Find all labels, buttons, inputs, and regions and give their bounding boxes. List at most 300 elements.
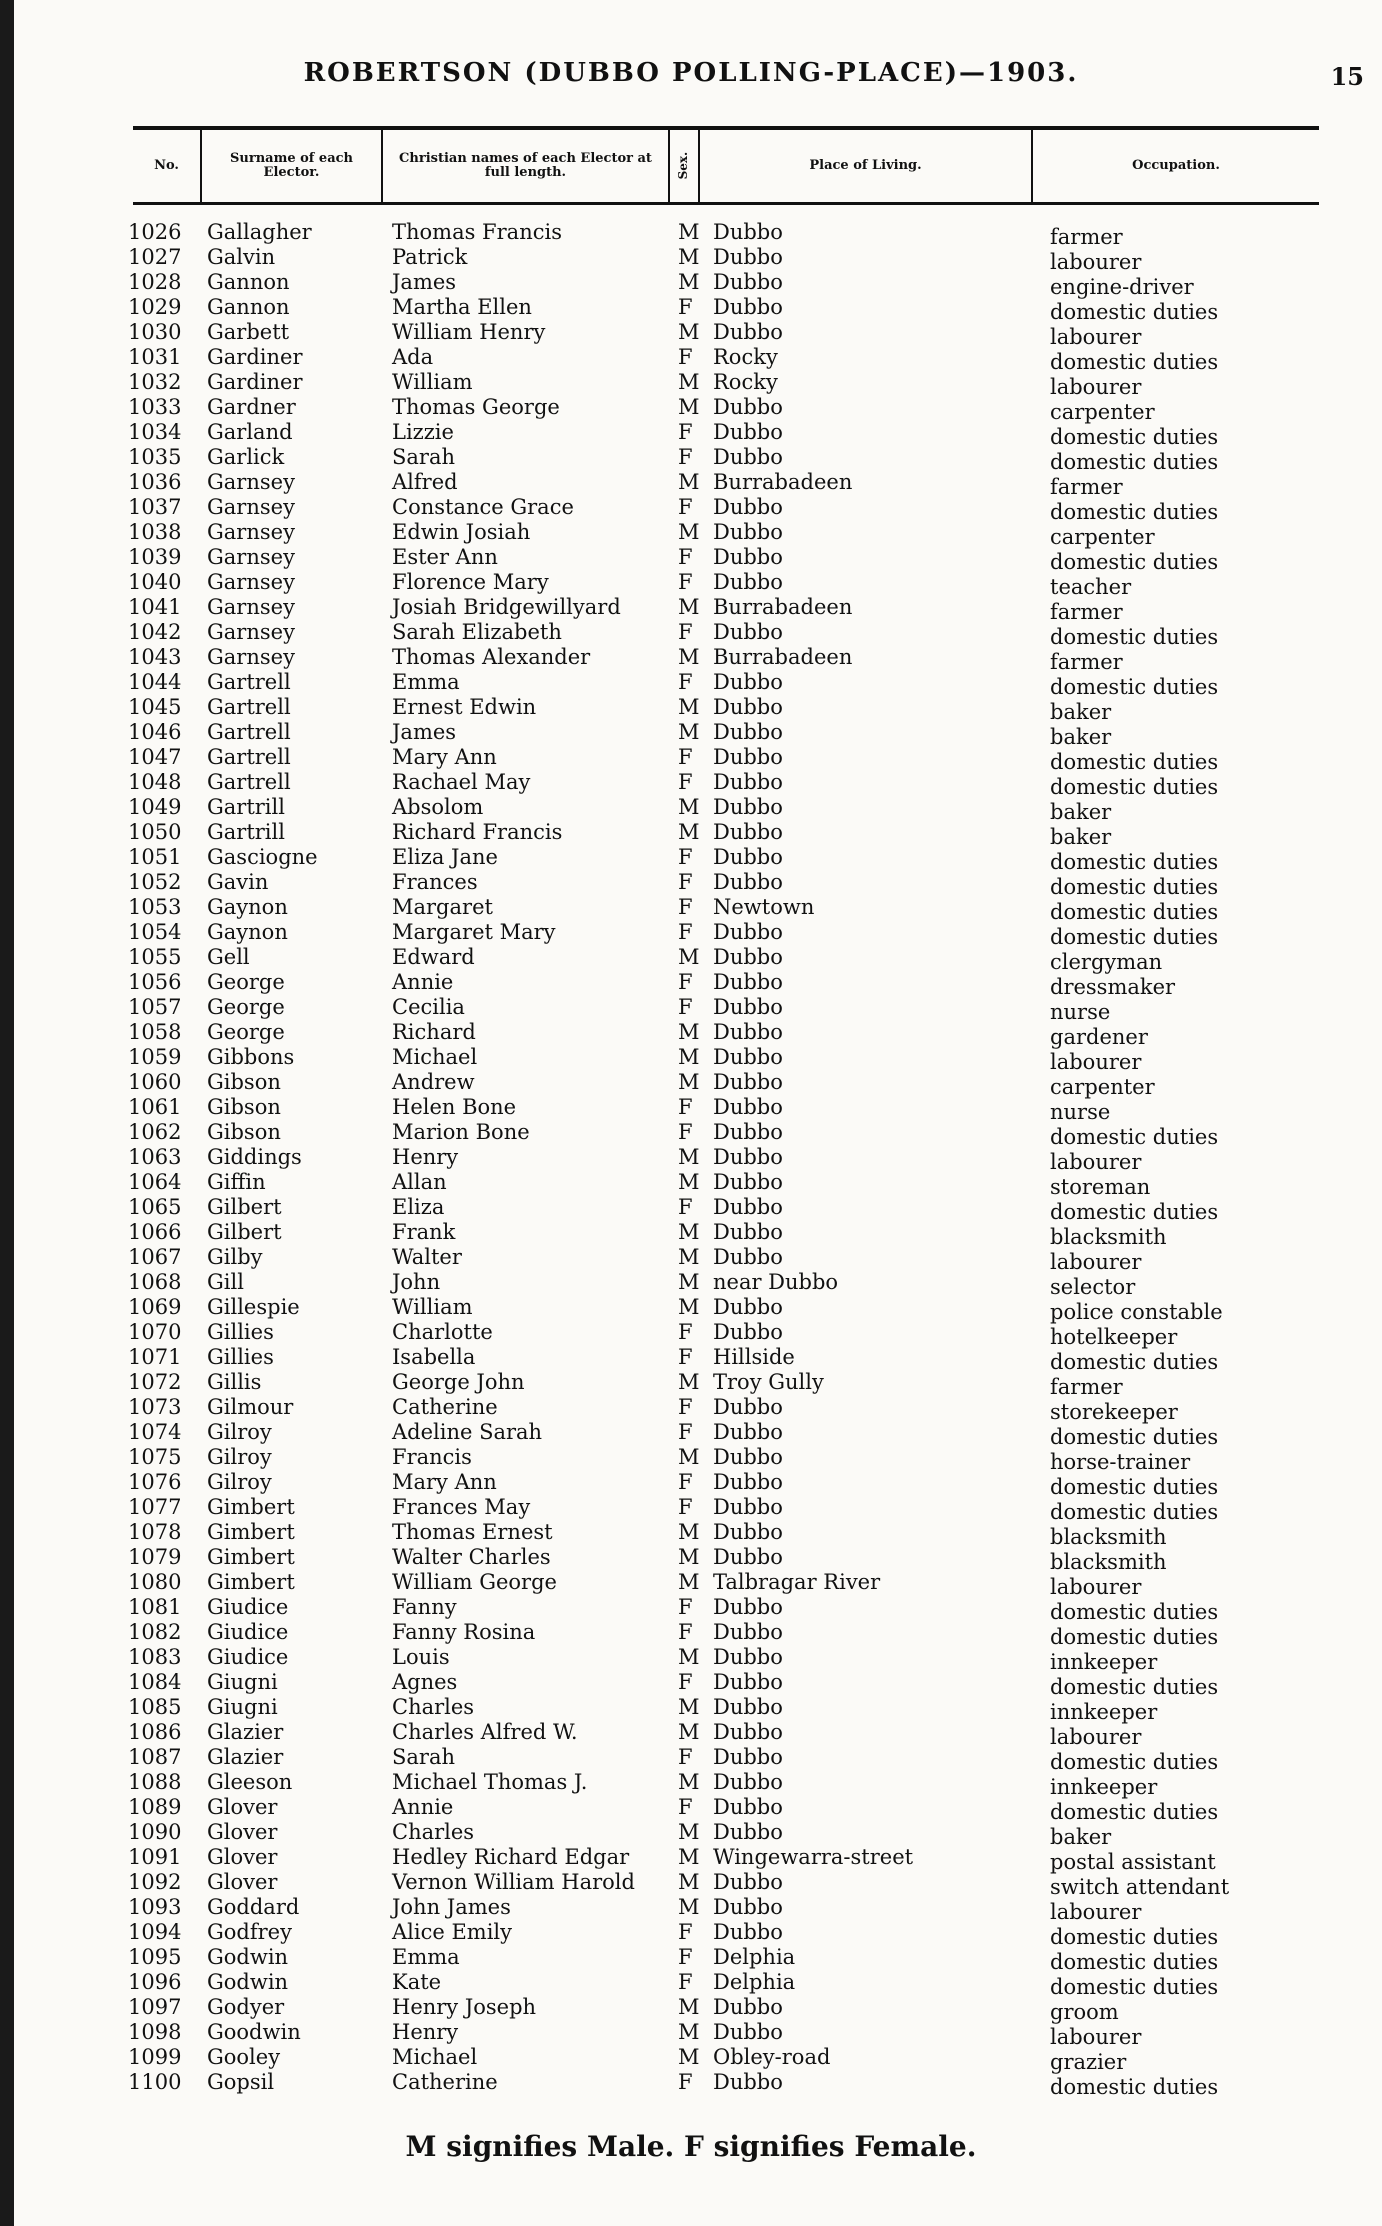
elector-number: 1056 <box>128 970 182 994</box>
column-header-no: No. <box>133 130 202 202</box>
elector-surname: Gardiner <box>207 370 303 394</box>
elector-christian-names: Walter Charles <box>392 1545 551 1569</box>
table-row <box>0 2070 1382 2099</box>
elector-place-of-living: Dubbo <box>713 1245 783 1269</box>
elector-surname: Gibson <box>207 1095 281 1119</box>
elector-surname: Godyer <box>207 1995 285 2019</box>
elector-christian-names: Isabella <box>392 1345 476 1369</box>
elector-surname: Galvin <box>207 245 276 269</box>
elector-place-of-living: Dubbo <box>713 220 783 244</box>
elector-occupation: labourer <box>1050 2025 1142 2049</box>
elector-place-of-living: Dubbo <box>713 1295 783 1319</box>
table-row <box>0 1970 1382 1999</box>
elector-surname: Gopsil <box>207 2070 275 2094</box>
elector-sex: M <box>678 1645 700 1669</box>
elector-occupation: domestic duties <box>1050 1750 1219 1774</box>
elector-christian-names: Sarah <box>392 445 455 469</box>
elector-occupation: blacksmith <box>1050 1525 1167 1549</box>
elector-place-of-living: Dubbo <box>713 1470 783 1494</box>
elector-occupation: domestic duties <box>1050 1925 1219 1949</box>
elector-occupation: labourer <box>1050 375 1142 399</box>
elector-number: 1041 <box>128 595 182 619</box>
elector-occupation: clergyman <box>1050 950 1163 974</box>
elector-surname: Gillis <box>207 1370 262 1394</box>
elector-surname: Gibbons <box>207 1045 295 1069</box>
table-row <box>0 1270 1382 1299</box>
elector-number: 1094 <box>128 1920 182 1944</box>
elector-occupation: labourer <box>1050 1050 1142 1074</box>
elector-surname: Gell <box>207 945 250 969</box>
elector-number: 1090 <box>128 1820 182 1844</box>
elector-occupation: domestic duties <box>1050 1800 1219 1824</box>
table-row <box>0 695 1382 724</box>
elector-sex: M <box>678 395 700 419</box>
elector-occupation: domestic duties <box>1050 1425 1219 1449</box>
elector-surname: Gibson <box>207 1120 281 1144</box>
table-row <box>0 620 1382 649</box>
elector-number: 1068 <box>128 1270 182 1294</box>
elector-sex: F <box>678 570 693 594</box>
elector-place-of-living: Dubbo <box>713 1895 783 1919</box>
elector-place-of-living: Dubbo <box>713 495 783 519</box>
elector-surname: Gimbert <box>207 1495 295 1519</box>
elector-number: 1045 <box>128 695 182 719</box>
elector-place-of-living: Delphia <box>713 1970 796 1994</box>
elector-sex: F <box>678 1795 693 1819</box>
table-row <box>0 1345 1382 1374</box>
elector-number: 1097 <box>128 1995 182 2019</box>
elector-sex: M <box>678 1145 700 1169</box>
elector-sex: F <box>678 1095 693 1119</box>
elector-sex: M <box>678 1695 700 1719</box>
elector-christian-names: Ada <box>392 345 434 369</box>
elector-number: 1072 <box>128 1370 182 1394</box>
elector-number: 1038 <box>128 520 182 544</box>
elector-surname: Gillies <box>207 1345 274 1369</box>
elector-occupation: domestic duties <box>1050 425 1219 449</box>
table-row <box>0 795 1382 824</box>
elector-sex: F <box>678 920 693 944</box>
elector-christian-names: Catherine <box>392 1395 498 1419</box>
elector-christian-names: Charles <box>392 1695 475 1719</box>
elector-surname: Goddard <box>207 1895 300 1919</box>
elector-sex: M <box>678 1245 700 1269</box>
elector-surname: Garnsey <box>207 545 295 569</box>
elector-christian-names: Richard Francis <box>392 820 563 844</box>
elector-surname: Glover <box>207 1845 278 1869</box>
elector-occupation: domestic duties <box>1050 1475 1219 1499</box>
elector-christian-names: Adeline Sarah <box>392 1420 543 1444</box>
elector-number: 1049 <box>128 795 182 819</box>
elector-occupation: labourer <box>1050 250 1142 274</box>
elector-christian-names: Lizzie <box>392 420 454 444</box>
elector-sex: F <box>678 1620 693 1644</box>
table-row <box>0 1220 1382 1249</box>
table-row <box>0 1945 1382 1974</box>
elector-number: 1051 <box>128 845 182 869</box>
elector-place-of-living: Dubbo <box>713 395 783 419</box>
elector-occupation: domestic duties <box>1050 775 1219 799</box>
table-row <box>0 770 1382 799</box>
elector-surname: Gillespie <box>207 1295 300 1319</box>
elector-occupation: carpenter <box>1050 1075 1155 1099</box>
elector-number: 1040 <box>128 570 182 594</box>
elector-number: 1075 <box>128 1445 182 1469</box>
elector-number: 1070 <box>128 1320 182 1344</box>
table-row <box>0 1170 1382 1199</box>
elector-place-of-living: Dubbo <box>713 1520 783 1544</box>
elector-surname: Godfrey <box>207 1920 292 1944</box>
elector-occupation: storeman <box>1050 1175 1151 1199</box>
elector-sex: F <box>678 1395 693 1419</box>
elector-occupation: baker <box>1050 700 1112 724</box>
elector-christian-names: Charles <box>392 1820 475 1844</box>
table-row <box>0 1470 1382 1499</box>
elector-place-of-living: Talbragar River <box>713 1570 881 1594</box>
elector-sex: M <box>678 720 700 744</box>
elector-surname: Garbett <box>207 320 290 344</box>
elector-surname: Giudice <box>207 1620 289 1644</box>
elector-place-of-living: Dubbo <box>713 970 783 994</box>
elector-christian-names: William <box>392 370 473 394</box>
column-header-sex <box>670 130 700 202</box>
elector-surname: Garnsey <box>207 570 295 594</box>
elector-surname: Garland <box>207 420 293 444</box>
elector-occupation: blacksmith <box>1050 1225 1167 1249</box>
elector-christian-names: Agnes <box>392 1670 458 1694</box>
column-header-occupation: Occupation. <box>1132 157 1220 173</box>
elector-number: 1057 <box>128 995 182 1019</box>
elector-christian-names: Emma <box>392 1945 460 1969</box>
elector-christian-names: Eliza <box>392 1195 445 1219</box>
elector-sex: F <box>678 745 693 769</box>
elector-sex: M <box>678 2045 700 2069</box>
table-row <box>0 345 1382 374</box>
elector-surname: Gartrell <box>207 745 291 769</box>
elector-place-of-living: Dubbo <box>713 1020 783 1044</box>
elector-christian-names: Mary Ann <box>392 1470 497 1494</box>
elector-occupation: domestic duties <box>1050 1350 1219 1374</box>
elector-place-of-living: Dubbo <box>713 1120 783 1144</box>
elector-number: 1035 <box>128 445 182 469</box>
elector-sex: M <box>678 1570 700 1594</box>
elector-surname: Giugni <box>207 1670 278 1694</box>
elector-sex: M <box>678 270 700 294</box>
elector-christian-names: Thomas Francis <box>392 220 562 244</box>
elector-surname: Gilbert <box>207 1220 282 1244</box>
elector-occupation: labourer <box>1050 1900 1142 1924</box>
elector-christian-names: Allan <box>392 1170 447 1194</box>
elector-christian-names: Patrick <box>392 245 468 269</box>
elector-occupation: groom <box>1050 2000 1119 2024</box>
elector-surname: Gilroy <box>207 1445 272 1469</box>
elector-occupation: baker <box>1050 725 1112 749</box>
elector-number: 1034 <box>128 420 182 444</box>
elector-sex: F <box>678 1320 693 1344</box>
elector-surname: Gartrell <box>207 695 291 719</box>
table-row <box>0 1645 1382 1674</box>
elector-occupation: innkeeper <box>1050 1650 1158 1674</box>
elector-christian-names: Eliza Jane <box>392 845 498 869</box>
elector-place-of-living: Dubbo <box>713 1745 783 1769</box>
elector-occupation: horse-trainer <box>1050 1450 1191 1474</box>
elector-sex: F <box>678 1745 693 1769</box>
elector-surname: Giffin <box>207 1170 266 1194</box>
elector-christian-names: Frances May <box>392 1495 531 1519</box>
elector-christian-names: Josiah Bridgewillyard <box>392 595 621 619</box>
elector-occupation: domestic duties <box>1050 2075 1219 2099</box>
elector-christian-names: John <box>392 1270 441 1294</box>
elector-occupation: nurse <box>1050 1100 1111 1124</box>
elector-place-of-living: Dubbo <box>713 920 783 944</box>
elector-christian-names: Michael <box>392 2045 478 2069</box>
elector-christian-names: Sarah Elizabeth <box>392 620 562 644</box>
elector-place-of-living: Rocky <box>713 370 778 394</box>
table-row <box>0 1045 1382 1074</box>
elector-surname: Gasciogne <box>207 845 318 869</box>
elector-christian-names: Charlotte <box>392 1320 493 1344</box>
elector-place-of-living: Dubbo <box>713 1620 783 1644</box>
table-row <box>0 2045 1382 2074</box>
elector-surname: Gaynon <box>207 920 288 944</box>
elector-occupation: baker <box>1050 825 1112 849</box>
elector-sex: M <box>678 470 700 494</box>
table-row <box>0 395 1382 424</box>
elector-occupation: gardener <box>1050 1025 1148 1049</box>
elector-surname: Giddings <box>207 1145 302 1169</box>
elector-number: 1032 <box>128 370 182 394</box>
elector-occupation: farmer <box>1050 600 1123 624</box>
elector-number: 1078 <box>128 1520 182 1544</box>
elector-sex: F <box>678 545 693 569</box>
table-row <box>0 1570 1382 1599</box>
elector-occupation: domestic duties <box>1050 450 1219 474</box>
elector-surname: Gallagher <box>207 220 312 244</box>
elector-surname: Gardiner <box>207 345 303 369</box>
elector-number: 1042 <box>128 620 182 644</box>
elector-place-of-living: Dubbo <box>713 1920 783 1944</box>
elector-christian-names: Annie <box>392 1795 454 1819</box>
column-header-row <box>133 126 1319 205</box>
elector-sex: M <box>678 245 700 269</box>
elector-number: 1048 <box>128 770 182 794</box>
table-row <box>0 1620 1382 1649</box>
table-row <box>0 1695 1382 1724</box>
elector-occupation: dressmaker <box>1050 975 1176 999</box>
elector-occupation: domestic duties <box>1050 1950 1219 1974</box>
elector-surname: Gaynon <box>207 895 288 919</box>
elector-place-of-living: Dubbo <box>713 2020 783 2044</box>
elector-place-of-living: Dubbo <box>713 1445 783 1469</box>
elector-number: 1026 <box>128 220 182 244</box>
elector-sex: M <box>678 945 700 969</box>
elector-christian-names: William <box>392 1295 473 1319</box>
elector-place-of-living: Dubbo <box>713 1720 783 1744</box>
elector-occupation: domestic duties <box>1050 300 1219 324</box>
elector-number: 1069 <box>128 1295 182 1319</box>
table-row <box>0 1920 1382 1949</box>
elector-number: 1058 <box>128 1020 182 1044</box>
elector-sex: F <box>678 870 693 894</box>
elector-surname: Gardner <box>207 395 296 419</box>
elector-christian-names: Louis <box>392 1645 450 1669</box>
elector-christian-names: Constance Grace <box>392 495 574 519</box>
elector-occupation: nurse <box>1050 1000 1111 1024</box>
table-row <box>0 1295 1382 1324</box>
elector-occupation: labourer <box>1050 1575 1142 1599</box>
table-row <box>0 1070 1382 1099</box>
elector-place-of-living: Dubbo <box>713 1070 783 1094</box>
elector-occupation: farmer <box>1050 225 1123 249</box>
elector-surname: Gannon <box>207 295 290 319</box>
elector-christian-names: Annie <box>392 970 454 994</box>
elector-sex: M <box>678 1770 700 1794</box>
elector-sex: M <box>678 595 700 619</box>
elector-place-of-living: Dubbo <box>713 570 783 594</box>
elector-sex: M <box>678 1220 700 1244</box>
elector-place-of-living: Dubbo <box>713 1695 783 1719</box>
table-row <box>0 420 1382 449</box>
elector-place-of-living: Dubbo <box>713 1095 783 1119</box>
elector-christian-names: Mary Ann <box>392 745 497 769</box>
elector-christian-names: Ester Ann <box>392 545 498 569</box>
elector-christian-names: Frances <box>392 870 478 894</box>
elector-number: 1063 <box>128 1145 182 1169</box>
elector-surname: Gimbert <box>207 1545 295 1569</box>
elector-sex: M <box>678 1070 700 1094</box>
elector-number: 1084 <box>128 1670 182 1694</box>
elector-christian-names: Andrew <box>392 1070 475 1094</box>
elector-number: 1082 <box>128 1620 182 1644</box>
elector-place-of-living: Newtown <box>713 895 815 919</box>
table-row <box>0 220 1382 249</box>
elector-surname: Gartrell <box>207 720 291 744</box>
elector-occupation: carpenter <box>1050 525 1155 549</box>
elector-place-of-living: Dubbo <box>713 1320 783 1344</box>
table-row <box>0 645 1382 674</box>
elector-surname: Garlick <box>207 445 285 469</box>
elector-sex: F <box>678 970 693 994</box>
table-row <box>0 245 1382 274</box>
elector-christian-names: Michael Thomas J. <box>392 1770 588 1794</box>
elector-place-of-living: Dubbo <box>713 1170 783 1194</box>
elector-number: 1043 <box>128 645 182 669</box>
elector-number: 1088 <box>128 1770 182 1794</box>
elector-christian-names: Fanny Rosina <box>392 1620 536 1644</box>
elector-christian-names: Hedley Richard Edgar <box>392 1845 630 1869</box>
elector-christian-names: Marion Bone <box>392 1120 530 1144</box>
elector-place-of-living: Dubbo <box>713 620 783 644</box>
elector-place-of-living: Dubbo <box>713 1595 783 1619</box>
elector-christian-names: Cecilia <box>392 995 465 1019</box>
elector-occupation: domestic duties <box>1050 900 1219 924</box>
elector-number: 1052 <box>128 870 182 894</box>
elector-surname: Garnsey <box>207 520 295 544</box>
elector-surname: Giudice <box>207 1645 289 1669</box>
table-row <box>0 370 1382 399</box>
elector-number: 1033 <box>128 395 182 419</box>
elector-christian-names: Charles Alfred W. <box>392 1720 578 1744</box>
elector-number: 1061 <box>128 1095 182 1119</box>
elector-surname: Gilbert <box>207 1195 282 1219</box>
elector-sex: F <box>678 1970 693 1994</box>
elector-sex: M <box>678 1820 700 1844</box>
elector-sex: M <box>678 1170 700 1194</box>
sex-legend-footer: M signifies Male. F signifies Female. <box>405 2130 977 2163</box>
elector-place-of-living: Dubbo <box>713 745 783 769</box>
table-row <box>0 1545 1382 1574</box>
table-row <box>0 1495 1382 1524</box>
elector-place-of-living: Burrabadeen <box>713 595 853 619</box>
elector-occupation: innkeeper <box>1050 1775 1158 1799</box>
elector-christian-names: Henry <box>392 1145 459 1169</box>
elector-christian-names: Walter <box>392 1245 462 1269</box>
elector-place-of-living: Dubbo <box>713 845 783 869</box>
elector-surname: Gimbert <box>207 1570 295 1594</box>
elector-occupation: domestic duties <box>1050 1600 1219 1624</box>
elector-place-of-living: Dubbo <box>713 420 783 444</box>
table-row <box>0 1420 1382 1449</box>
elector-christian-names: William Henry <box>392 320 546 344</box>
elector-number: 1077 <box>128 1495 182 1519</box>
elector-occupation: domestic duties <box>1050 1125 1219 1149</box>
elector-christian-names: Henry <box>392 2020 459 2044</box>
page-title: ROBERTSON (DUBBO POLLING-PLACE)—1903. <box>303 58 1079 88</box>
elector-place-of-living: Dubbo <box>713 545 783 569</box>
elector-occupation: baker <box>1050 1825 1112 1849</box>
elector-place-of-living: Hillside <box>713 1345 795 1369</box>
table-row <box>0 845 1382 874</box>
elector-number: 1027 <box>128 245 182 269</box>
elector-place-of-living: Dubbo <box>713 770 783 794</box>
elector-place-of-living: near Dubbo <box>713 1270 839 1294</box>
elector-place-of-living: Troy Gully <box>713 1370 824 1394</box>
elector-occupation: switch attendant <box>1050 1875 1230 1899</box>
elector-sex: F <box>678 1120 693 1144</box>
elector-place-of-living: Dubbo <box>713 1145 783 1169</box>
elector-place-of-living: Dubbo <box>713 520 783 544</box>
elector-sex: F <box>678 1195 693 1219</box>
elector-occupation: baker <box>1050 800 1112 824</box>
elector-occupation: labourer <box>1050 1725 1142 1749</box>
elector-occupation: farmer <box>1050 475 1123 499</box>
elector-place-of-living: Dubbo <box>713 1220 783 1244</box>
elector-sex: F <box>678 1470 693 1494</box>
elector-place-of-living: Dubbo <box>713 1820 783 1844</box>
elector-occupation: storekeeper <box>1050 1400 1178 1424</box>
elector-occupation: domestic duties <box>1050 850 1219 874</box>
table-row <box>0 1445 1382 1474</box>
elector-sex: M <box>678 1045 700 1069</box>
elector-number: 1081 <box>128 1595 182 1619</box>
elector-occupation: domestic duties <box>1050 875 1219 899</box>
elector-place-of-living: Burrabadeen <box>713 470 853 494</box>
elector-number: 1039 <box>128 545 182 569</box>
elector-number: 1067 <box>128 1245 182 1269</box>
elector-sex: M <box>678 1845 700 1869</box>
elector-surname: Garnsey <box>207 470 295 494</box>
elector-place-of-living: Dubbo <box>713 820 783 844</box>
elector-number: 1071 <box>128 1345 182 1369</box>
elector-occupation: farmer <box>1050 1375 1123 1399</box>
table-row <box>0 1095 1382 1124</box>
table-row <box>0 945 1382 974</box>
elector-number: 1053 <box>128 895 182 919</box>
table-row <box>0 270 1382 299</box>
elector-place-of-living: Dubbo <box>713 1870 783 1894</box>
elector-occupation: blacksmith <box>1050 1550 1167 1574</box>
elector-place-of-living: Burrabadeen <box>713 645 853 669</box>
